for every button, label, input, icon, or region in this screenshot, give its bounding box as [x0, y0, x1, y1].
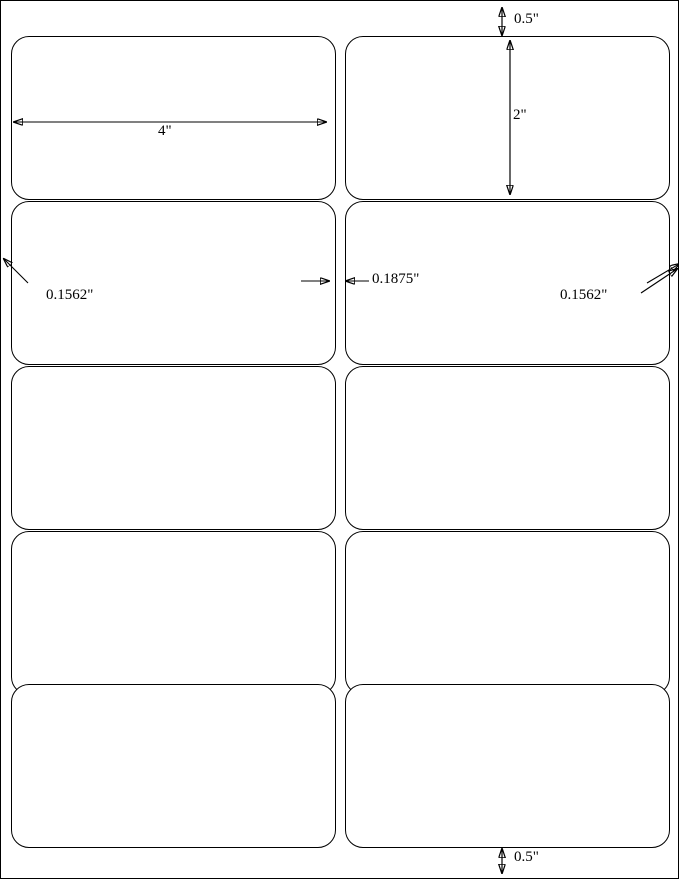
label-cell[interactable]	[345, 366, 670, 530]
dimension-label-right-margin: 0.1562"	[560, 287, 608, 303]
label-cell[interactable]	[11, 201, 336, 365]
label-cell[interactable]	[345, 531, 670, 695]
label-cell[interactable]	[11, 684, 336, 848]
dimension-label-column-gap: 0.1875"	[372, 271, 420, 287]
label-cell[interactable]	[11, 531, 336, 695]
label-cell[interactable]	[11, 366, 336, 530]
label-cell[interactable]	[345, 684, 670, 848]
dimension-label-left-margin: 0.1562"	[46, 287, 94, 303]
label-cell[interactable]	[345, 36, 670, 200]
dimension-label-label-height: 2"	[513, 107, 527, 123]
dimension-label-bottom-margin: 0.5"	[514, 849, 539, 865]
dimension-label-label-width: 4"	[158, 123, 172, 139]
label-cell[interactable]	[11, 36, 336, 200]
dimension-label-top-margin: 0.5"	[514, 11, 539, 27]
